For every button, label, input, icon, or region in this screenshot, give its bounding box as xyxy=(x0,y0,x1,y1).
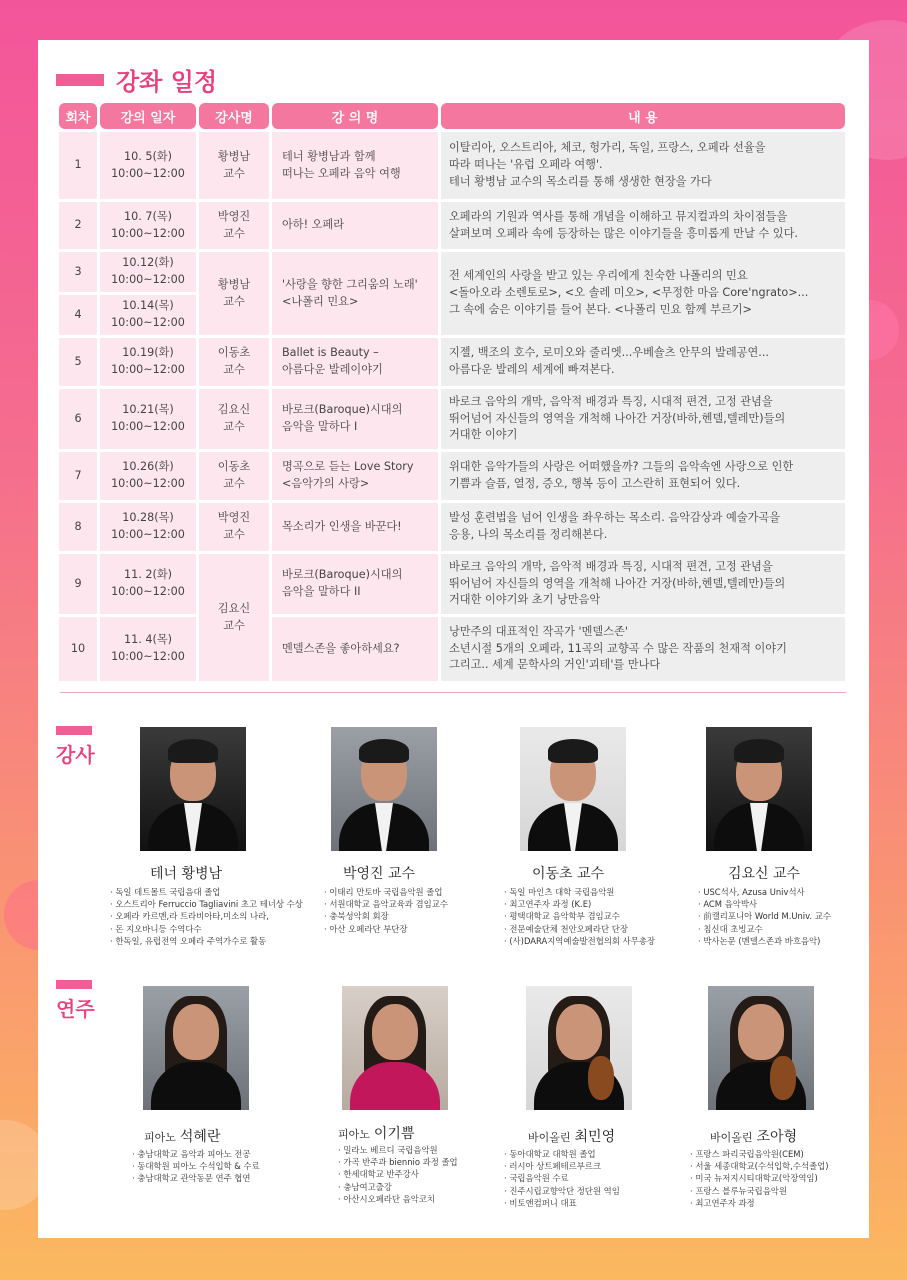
instructor-name: 김요신 교수 xyxy=(728,866,801,882)
table-row xyxy=(59,132,845,199)
session-title: 목소리가 인생을 바꾼다! xyxy=(272,503,438,551)
session-content: 바로크 음악의 개막, 음악적 배경과 특징, 시대적 편견, 고정 관념을 뛰어넘어 자신들의 영역을 개척해 나아간 거장(바하,헨델,텔레만)들의 거대한 이야기와 초기 낭만음악 xyxy=(441,554,845,614)
session-content: 위대한 음악가들의 사랑은 어떠했을까? 그들의 음악속엔 사랑으로 인한 기쁨과 슬픔, 열정, 증오, 행복 등이 고스란히 표현되어 있다. xyxy=(441,452,845,500)
session-teacher: 이동초 교수 xyxy=(199,452,269,500)
session-teacher: 박영진 교수 xyxy=(199,503,269,551)
session-title: 바로크(Baroque)시대의 음악을 말하다 I xyxy=(272,389,438,449)
instructor-profile: · 독일 데트몰트 국립음대 졸업 · 오스트리아 Ferruccio Tagliavini 초고 테너상 수상 · 오페라 카르멘,라 트라비아타,미소의 나라, · 돈 지오바니등 수역다수 · 한독일, 유럽전역 오페라 주역가수로 활동 xyxy=(110,886,303,947)
session-content: 발성 훈련법을 넘어 인생을 좌우하는 목소리. 음악감상과 예술가곡을 응용, 나의 목소리를 정리해본다. xyxy=(441,503,845,551)
instructor-name: 테너 황병남 xyxy=(150,866,223,882)
table-row xyxy=(59,554,845,614)
instructor-photo xyxy=(140,727,246,851)
session-date: 10. 7(목) 10:00~12:00 xyxy=(100,202,196,249)
section-bar xyxy=(56,726,92,735)
instructor-photo xyxy=(520,727,626,851)
col-header-date: 강의 일자 xyxy=(100,103,196,129)
performer-photo xyxy=(526,986,632,1110)
instructor-photo xyxy=(706,727,812,851)
performer-name: 바이올린 조아형 xyxy=(710,1129,798,1145)
session-no: 5 xyxy=(59,338,97,386)
session-no: 7 xyxy=(59,452,97,500)
table-row xyxy=(59,503,845,551)
schedule-header xyxy=(56,62,217,97)
performers-title: 연주 xyxy=(56,997,95,1021)
section-bar xyxy=(56,980,92,989)
session-teacher: 박영진 교수 xyxy=(199,202,269,249)
instructor-profile: · 이태리 만토바 국립음악원 졸업 · 서원대학교 음악교육과 겸임교수 · 충북성악회 회장 · 아산 오페라단 부단장 xyxy=(324,886,448,935)
session-date: 10.14(목) 10:00~12:00 xyxy=(100,295,196,335)
table-row xyxy=(59,389,845,449)
violin-icon xyxy=(588,1056,614,1100)
session-date: 10.19(화) 10:00~12:00 xyxy=(100,338,196,386)
session-no: 2 xyxy=(59,202,97,249)
session-no: 3 xyxy=(59,252,97,292)
session-date: 11. 2(화) 10:00~12:00 xyxy=(100,554,196,614)
performer-profile: · 밀라노 베르디 국립음악원 · 가곡 반주과 biennio 과정 졸업 · 한세대학교 반주강사 · 충남여고출강 · 아산시오페라단 음악코치 xyxy=(338,1144,458,1205)
session-no: 9 xyxy=(59,554,97,614)
session-content: 바로크 음악의 개막, 음악적 배경과 특징, 시대적 편견, 고정 관념을 뛰어넘어 자신들의 영역을 개척해 나아간 거장(바하,헨델,텔레만)들의 거대한 이야기 xyxy=(441,389,845,449)
session-date: 10. 5(화) 10:00~12:00 xyxy=(100,132,196,199)
instructor-name: 박영진 교수 xyxy=(343,866,416,882)
session-date: 10.21(목) 10:00~12:00 xyxy=(100,389,196,449)
session-content: 이탈리아, 오스트리아, 체코, 헝가리, 독일, 프랑스, 오페라 선율을 따라 떠나는 '유럽 오페라 여행'. 테너 황병남 교수의 목소리를 통해 생생한 현장을 가다 xyxy=(441,132,845,199)
session-date: 10.26(화) 10:00~12:00 xyxy=(100,452,196,500)
col-header-title: 강 의 명 xyxy=(272,103,438,129)
session-title: 테너 황병남과 함께 떠나는 오페라 음악 여행 xyxy=(272,132,438,199)
performer-profile: · 동아대학교 대학원 졸업 · 러시아 상트페테르부르크 · 국립음악원 수료 · 진주시립교향악단 정단원 역임 · 비토앤컴퍼니 대표 xyxy=(504,1148,620,1209)
col-header-content: 내 용 xyxy=(441,103,845,129)
performer-name: 바이올린 최민영 xyxy=(528,1129,616,1145)
session-title: '사랑을 향한 그리움의 노래' <나폴리 민요> xyxy=(272,252,438,335)
instructor-profile: · 독일 마인츠 대학 국립음악원 · 최고연주자 과정 (K.E) · 평택대학교 음악학부 겸임교수 · 전문예술단체 천안오페라단 단장 · (사)DARA지역예술발전협의회 사무총장 xyxy=(504,886,655,947)
instructors-header xyxy=(56,726,95,768)
session-title: Ballet is Beauty – 아름다운 발레이야기 xyxy=(272,338,438,386)
performer-photo xyxy=(342,986,448,1110)
instructor-photo xyxy=(331,727,437,851)
instructor-profile: · USC석사, Azusa Univ석사 · ACM 음악박사 · 前캘리포니아 World M.Univ. 교수 · 침신대 초빙교수 · 박사논문 (멘델스존과 바흐음악) xyxy=(698,886,831,947)
session-date: 10.12(화) 10:00~12:00 xyxy=(100,252,196,292)
session-teacher: 김요신 교수 xyxy=(199,389,269,449)
performer-profile: · 충남대학교 음악과 피아노 전공 · 동대학원 피아노 수석입학 & 수료 · 충남대학교 관악동문 연주 협연 xyxy=(132,1148,260,1185)
section-bar xyxy=(56,74,104,86)
session-date: 10.28(목) 10:00~12:00 xyxy=(100,503,196,551)
session-teacher: 황병남 교수 xyxy=(199,132,269,199)
session-no: 4 xyxy=(59,295,97,335)
instructors-title: 강사 xyxy=(56,743,95,767)
session-no: 1 xyxy=(59,132,97,199)
violin-icon xyxy=(770,1056,796,1100)
table-row xyxy=(59,452,845,500)
session-teacher: 이동초 교수 xyxy=(199,338,269,386)
table-row xyxy=(59,252,845,292)
col-header-teacher: 강사명 xyxy=(199,103,269,129)
session-teacher: 황병남 교수 xyxy=(199,252,269,335)
schedule-table xyxy=(56,100,848,684)
table-row xyxy=(59,202,845,249)
session-title: 멘델스존을 좋아하세요? xyxy=(272,617,438,681)
performer-name: 피아노 석혜란 xyxy=(144,1129,221,1145)
instructor-name: 이동초 교수 xyxy=(532,866,605,882)
table-row xyxy=(59,617,845,681)
session-no: 10 xyxy=(59,617,97,681)
session-no: 6 xyxy=(59,389,97,449)
content-panel xyxy=(38,40,869,1238)
session-content: 지젤, 백조의 호수, 로미오와 줄리엣...우베숄츠 안무의 발레공연... 아름다운 발레의 세계에 빠져본다. xyxy=(441,338,845,386)
session-content: 낭만주의 대표적인 작곡가 '멘델스존' 소년시절 5개의 오페라, 11곡의 교향곡 수 많은 작품의 천재적 이야기 그리고.. 세계 문학사의 거인'괴테'를 만나다 xyxy=(441,617,845,681)
session-title: 바로크(Baroque)시대의 음악을 말하다 II xyxy=(272,554,438,614)
performer-photo xyxy=(143,986,249,1110)
performer-name: 피아노 이기쁨 xyxy=(338,1126,415,1142)
session-content: 전 세계인의 사랑을 받고 있는 우리에게 친숙한 나폴리의 민요 <돌아오라 소렌토로>, <오 솔레 미오>, <무정한 마음 Core'ngrato>... 그 속에 숨은 이야기를 들어 본다. <나폴리 민요 함께 부르기> xyxy=(441,252,845,335)
session-date: 11. 4(목) 10:00~12:00 xyxy=(100,617,196,681)
col-header-no: 회차 xyxy=(59,103,97,129)
session-no: 8 xyxy=(59,503,97,551)
performers-header xyxy=(56,980,95,1022)
performer-photo xyxy=(708,986,814,1110)
session-title: 아하! 오페라 xyxy=(272,202,438,249)
session-title: 명곡으로 듣는 Love Story <음악가의 사랑> xyxy=(272,452,438,500)
session-teacher: 김요신 교수 xyxy=(199,554,269,681)
schedule-title: 강좌 일정 xyxy=(116,68,218,96)
section-divider xyxy=(60,692,846,693)
table-row xyxy=(59,338,845,386)
session-content: 오페라의 기원과 역사를 통해 개념을 이해하고 뮤지컬과의 차이점들을 살펴보며 오페라 속에 등장하는 많은 이야기들을 흥미롭게 만날 수 있다. xyxy=(441,202,845,249)
performer-profile: · 프랑스 파리국립음악원(CEM) · 서울 세종대학교(수석입학,수석졸업) · 미국 뉴저지시티대학교(악장역임) · 프랑스 블루뉴국립음악원 · 최고연주자 과정 xyxy=(690,1148,829,1209)
